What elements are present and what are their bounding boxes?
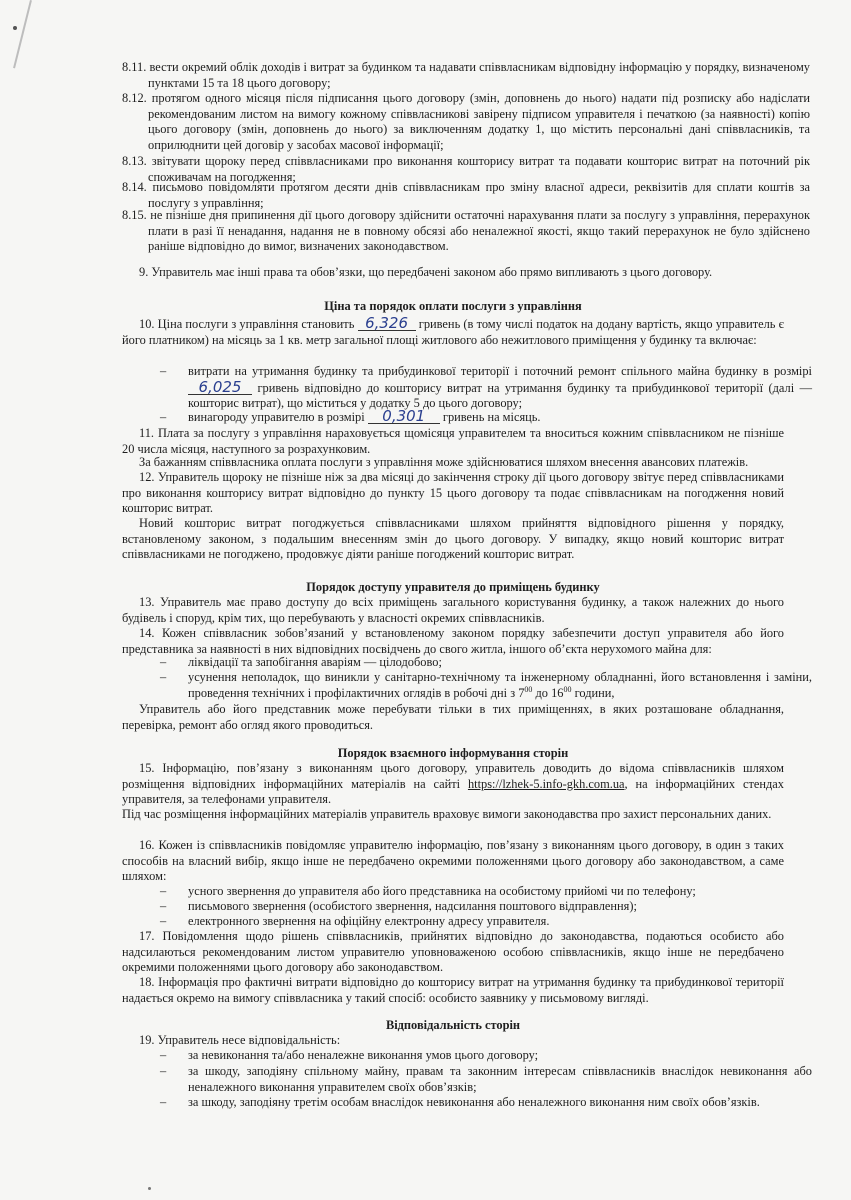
info-item-written: – письмового звернення (особистого звернення, надсилання поштового відправлення);	[160, 899, 637, 913]
scan-speck	[13, 26, 17, 30]
clause-8-15: 8.15. не пізніше дня припинення дії цього договору здійснити остаточні нарахування плати за послугу з управління, перерахунок плати в разі її ненадання, надання не в повному обсязі або неналежної якості, якщо такий перерахунок не було здійснено раніше відповідно до вимог, визначених законодавством.	[122, 208, 810, 254]
access-item-repairs: – усунення неполадок, що виникли у санітарно-технічному та інженерному обладнанні, його встановлення і заміни, проведення технічних і профілактичних оглядів в робочі дні з $7^{00}$ до $16^{00}$ години,	[160, 670, 812, 700]
handwritten-reward: 0,301	[368, 409, 440, 424]
handwritten-price: 6,326	[358, 316, 416, 331]
paper-fold-mark	[13, 0, 32, 68]
clause-18: 18. Інформація про фактичні витрати відповідно до кошторису витрат на утримання будинку та прибудинкової території надається окремо на вимогу співвласника у такий спосіб: особисто заявнику у письмовому вигляді.	[122, 975, 784, 1005]
clause-16: 16. Кожен із співвласників повідомляє управителю інформацію, пов’язану з виконанням цього договору, в один з таких способів на власний вибір, якщо інше не передбачено окремими положеннями цього договору або законодавством, а саме шляхом:	[122, 838, 784, 884]
heading-information: Порядок взаємного інформування сторін	[337, 746, 569, 760]
scan-speck	[148, 1187, 151, 1190]
clause-13: 13. Управитель має право доступу до всіх приміщень загального користування будинку, а також належних до нього будівель і споруд, крім тих, що перебувають у власності окремих співвласників.	[122, 595, 784, 625]
heading-access: Порядок доступу управителя до приміщень будинку	[306, 580, 600, 594]
clause-15-privacy: Під час розміщення інформаційних матеріалів управитель враховує вимоги законодавства про захист персональних даних.	[122, 807, 772, 821]
manager-website-link[interactable]: https://lzhek-5.info-gkh.com.ua	[467, 776, 625, 791]
clause-12: 12. Управитель щороку не пізніше ніж за два місяці до закінчення строку дії цього договору звітує перед співвласниками про виконання кошторису витрат відповідно до пункту 15 цього договору та подає співвласникам на погодження новий кошторис витрат.	[122, 470, 784, 516]
heading-price: Ціна та порядок оплати послуги з управління	[324, 299, 582, 313]
heading-responsibility: Відповідальність сторін	[385, 1018, 521, 1032]
price-item-maintenance: – витрати на утримання будинку та прибудинкової території і поточний ремонт спільного майна будинку в розмірі 6,025 гривень відповідно до кошторису витрат на утримання будинку та прибудинкової території (далі — кошторис витрат), що міститься у додатку 5 до цього договору;	[160, 364, 812, 411]
access-item-accidents: – ліквідації та запобігання аваріям — цілодобово;	[160, 655, 442, 669]
clause-9: 9. Управитель має інші права та обов’язки, що передбачені законом або прямо випливають з цього договору.	[139, 265, 713, 279]
clause-11: 11. Плата за послугу з управління нараховується щомісяця управителем та вноситься кожним співвласником не пізніше 20 числа місяця, наступного за розрахунковим.	[122, 426, 784, 456]
clause-14: 14. Кожен співвласник зобов’язаний у встановленому законом порядку забезпечити доступ управителя або його представника за наявності в них відповідних посвідчень до свого житла, іншого об’єкта нерухомого майна для:	[122, 626, 784, 656]
clause-19: 19. Управитель несе відповідальність:	[139, 1033, 341, 1047]
resp-item-damage-owners: – за шкоду, заподіяну спільному майну, правам та законним інтересам співвласників внаслідок невиконання або неналежного виконання управителем своїх обов’язків;	[160, 1064, 812, 1094]
clause-11-advance: За бажанням співвласника оплата послуги з управління може здійснюватися шляхом внесення авансових платежів.	[139, 455, 749, 469]
clause-17: 17. Повідомлення щодо рішень співвласників, прийнятих відповідно до законодавства, подаються особисто або надсилаються рекомендованим листом управителю уповноваженою особою співвласників, якщо інше не передбачено окремими положеннями цього договору або законодавством.	[122, 929, 784, 975]
clause-8-13: 8.13. звітувати щороку перед співвласниками про виконання кошторису витрат та подавати кошторис витрат на поточний рік споживачам на погодження;	[122, 154, 810, 184]
resp-item-nonperformance: – за невиконання та/або неналежне виконання умов цього договору;	[160, 1048, 539, 1062]
handwritten-maintenance-price: 6,025	[188, 380, 252, 395]
clause-14-presence: Управитель або його представник може перебувати тільки в тих приміщеннях, в яких розташоване обладнання, перевірка, ремонт або огляд якого проводиться.	[122, 702, 784, 732]
clause-10: 10. Ціна послуги з управління становить 6,326 гривень (в тому числі податок на додану вартість, якщо управитель є його платником) на місяць за 1 кв. метр загальної площі житлового або нежитлового приміщення у будинку та включає:	[122, 314, 784, 347]
info-item-oral: – усного звернення до управителя або його представника на особистому прийомі чи по телефону;	[160, 884, 696, 898]
clause-12-estimate: Новий кошторис витрат погоджується співвласниками шляхом прийняття відповідного рішення у порядку, встановленому законом, з подальшим внесенням змін до цього договору. У випадку, якщо новий кошторис витрат співвласниками не погоджено, продовжує діяти раніше погоджений кошторис витрат.	[122, 516, 784, 562]
info-item-electronic: – електронного звернення на офіційну електронну адресу управителя.	[160, 914, 550, 928]
price-item-reward: – винагороду управителю в розмірі 0,301 гривень на місяць.	[160, 407, 541, 425]
clause-15: 15. Інформацію, пов’язану з виконанням цього договору, управитель доводить до відома співвласників шляхом розміщення відповідних інформаційних матеріалів на сайті https://lzhek-5.info-gkh.com.ua, на інформаційних стендах управителя, за телефонами управителя.	[122, 761, 784, 807]
clause-8-14: 8.14. письмово повідомляти протягом десяти днів співвласникам про зміну власної адреси, реквізитів для сплати коштів за послугу з управління;	[122, 180, 810, 210]
clause-8-12: 8.12. протягом одного місяця після підписання цього договору (змін, доповнень до нього) надати під розписку або надіслати рекомендованим листом на вимогу кожному співвласникові завірену підписом управителя і печаткою (за наявності) копію цього договору (змін, доповнень до нього) за виключенням додатку 1, що містить персональні дані співвласників, та оприлюднити цей договір у засобах масової інформації;	[122, 91, 810, 152]
clause-8-11: 8.11. вести окремий облік доходів і витрат за будинком та надавати співвласникам відповідну інформацію у порядку, визначеному пунктами 15 та 18 цього договору;	[122, 60, 810, 90]
resp-item-damage-third-parties: – за шкоду, заподіяну третім особам внаслідок невиконання або неналежного виконання ним своїх обов’язків.	[160, 1095, 760, 1109]
